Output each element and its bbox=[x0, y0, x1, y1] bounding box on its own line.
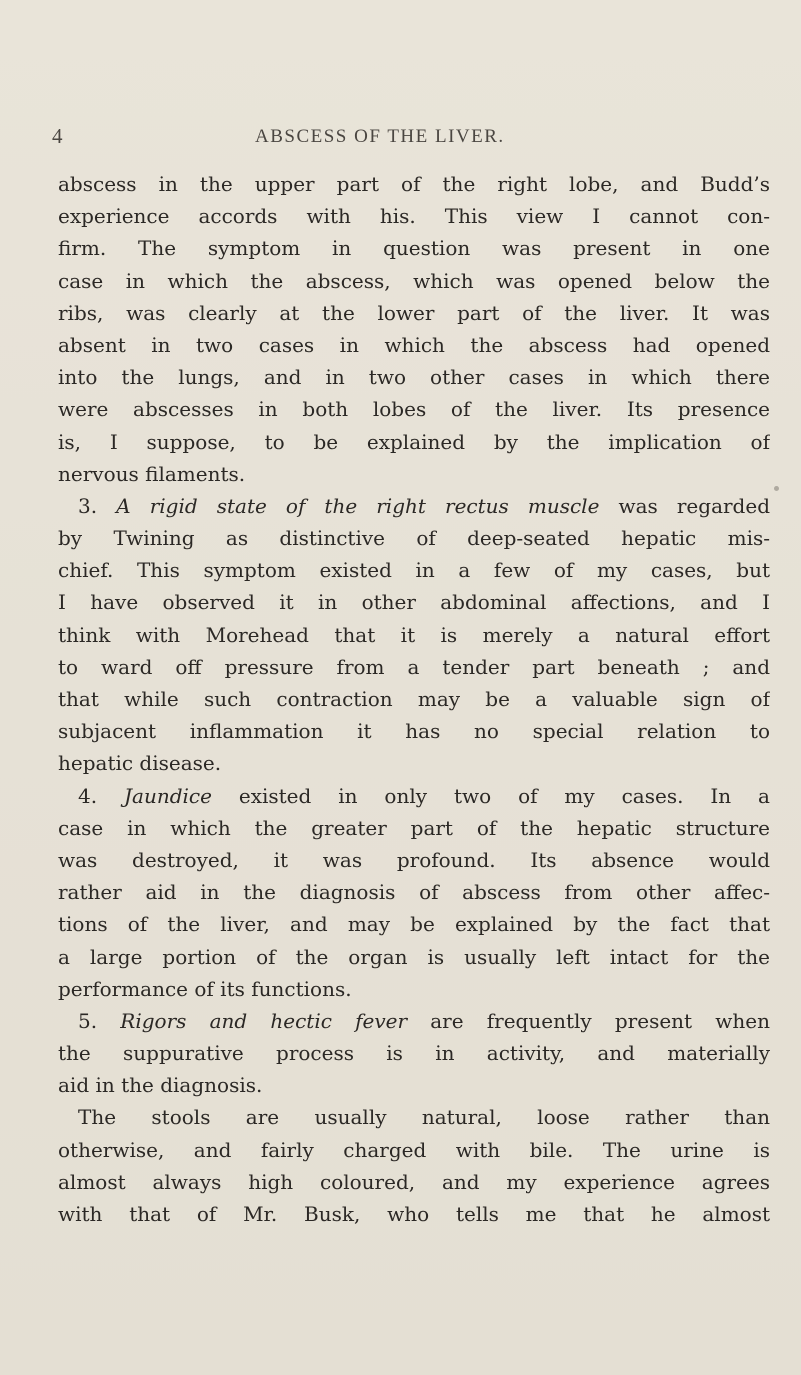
item-number: 3. bbox=[78, 493, 117, 518]
text-line: abscess in the upper part of the right lobe, and Budd’s bbox=[58, 172, 770, 196]
text-line: a large portion of the organ is usually left intact for the bbox=[58, 944, 770, 969]
paper-spot bbox=[774, 486, 779, 491]
text-line bbox=[58, 1005, 770, 1037]
text-line: rather aid in the diagnosis of abscess from other affec- bbox=[58, 880, 770, 905]
text-line: case in which the greater part of the hepatic structure bbox=[58, 815, 770, 840]
item-number: 5. bbox=[78, 1008, 121, 1033]
text-line: otherwise, and fairly charged with bile. The urine is bbox=[58, 1137, 770, 1162]
running-title: ABSCESS OF THE LIVER. bbox=[255, 126, 505, 147]
text-line: were abscesses in both lobes of the liver. Its presence bbox=[58, 397, 770, 422]
text-line: that while such contraction may be a valuable sign of bbox=[58, 687, 770, 711]
text-line: the suppurative process is in activity, and materially bbox=[58, 1041, 770, 1066]
line-continuation: are frequently present when bbox=[407, 1008, 770, 1033]
text-line: with that of Mr. Busk, who tells me that he almost bbox=[58, 1202, 770, 1226]
text-line: think with Morehead that it is merely a natural effort bbox=[58, 622, 770, 647]
line-continuation: was regarded bbox=[599, 493, 770, 518]
text-line bbox=[58, 780, 770, 812]
text-line: was destroyed, it was profound. Its absence would bbox=[58, 847, 770, 872]
text-line: aid in the diagnosis. bbox=[58, 1073, 263, 1098]
text-line: subjacent inflammation it has no special relation to bbox=[58, 719, 770, 744]
text-line bbox=[58, 490, 770, 522]
symptom-heading: A rigid state of the right rectus muscle bbox=[116, 493, 600, 518]
text-line: almost always high coloured, and my experience agrees bbox=[58, 1169, 770, 1194]
text-line: tions of the liver, and may be explained by the fact that bbox=[58, 912, 770, 937]
symptom-heading: Rigors and hectic fever bbox=[120, 1008, 408, 1033]
text-line: to ward off pressure from a tender part beneath ; and bbox=[58, 654, 770, 679]
body-text bbox=[58, 168, 770, 1230]
text-line: case in which the abscess, which was opened below the bbox=[58, 268, 770, 293]
item-number: 4. bbox=[78, 783, 124, 808]
page-number: 4 bbox=[52, 124, 63, 148]
line-continuation: existed in only two of my cases. In a bbox=[211, 783, 770, 808]
text-line: by Twining as distinctive of deep-seated hepatic mis- bbox=[58, 526, 770, 551]
text-line: into the lungs, and in two other cases in which there bbox=[58, 365, 770, 390]
text-line: firm. The symptom in question was present in one bbox=[58, 236, 770, 261]
text-line: The stools are usually natural, loose rather than bbox=[78, 1105, 770, 1130]
text-line: experience accords with his. This view I cannot con- bbox=[58, 204, 770, 229]
text-line: is, I suppose, to be explained by the implication of bbox=[58, 429, 770, 454]
text-line: ribs, was clearly at the lower part of the liver. It was bbox=[58, 300, 770, 325]
text-line: hepatic disease. bbox=[58, 751, 222, 776]
symptom-heading: Jaundice bbox=[124, 783, 212, 808]
text-line: nervous filaments. bbox=[58, 461, 246, 486]
text-line: I have observed it in other abdominal affections, and I bbox=[58, 590, 770, 615]
page-header bbox=[0, 124, 801, 154]
text-line: absent in two cases in which the abscess had opened bbox=[58, 332, 770, 357]
text-line: chief. This symptom existed in a few of my cases, but bbox=[58, 558, 770, 583]
text-line: performance of its functions. bbox=[58, 976, 352, 1001]
